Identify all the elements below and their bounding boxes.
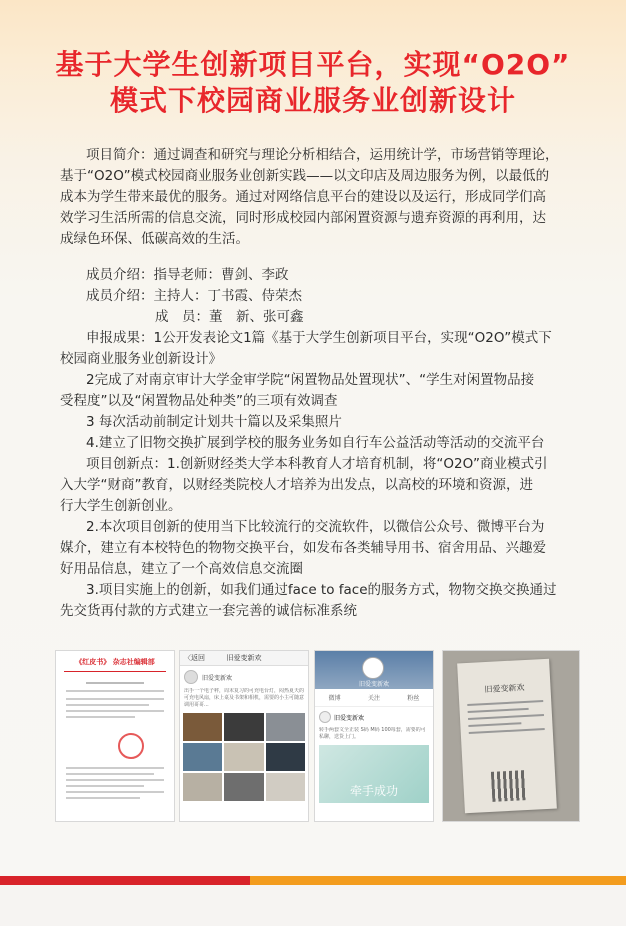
bulletin-photo [442,650,580,822]
intro-line: 成本为学生带来最优的服务。通过对网络信息平台的建设以及运行，形成同学们高 [60,189,546,205]
qr-code-icon [491,770,527,802]
innovation-line: 2.本次项目创新的使用当下比较流行的交流软件，以微信公众号、微博平台为 [86,519,545,535]
achievement-line: 校园商业服务业创新设计》 [60,351,222,367]
host-line: 成员介绍：主持人：丁书霞、侍荣杰 [86,288,302,304]
profile-avatar [362,657,384,679]
phone-header [180,651,308,666]
document-photo [55,650,175,822]
brush-caption: 牵手成功 [349,784,398,798]
achievement-line: 2完成了对南京审计大学金审学院“闲置物品处置现状”、“学生对闲置物品接 [86,372,535,388]
achievement-line: 申报成果：1公开发表论文1篇《基于大学生创新项目平台，实现“O2O”模式下 [86,330,552,346]
posted-sheet [457,659,557,814]
intro-line: 成绿色环保、低碳高效的生活。 [60,231,249,247]
document-body [66,682,164,718]
post-author-row [180,666,308,688]
handshake-image [319,745,429,803]
avatar [184,670,198,684]
members-line: 成 员：董 新、张可鑫 [155,309,304,325]
footer-area [0,885,626,926]
innovation-section [60,454,570,622]
post-text: 出手一个电子秤，周末复习的可充电台灯，闷热夏天的可充电风扇，床上桌及书架和相机，需要的小主可随意调用哥哥... [184,688,305,708]
red-seal-icon [118,733,144,759]
photo-strip [55,650,580,822]
weibo-post-user: 旧爱变新欢 [334,714,365,722]
innovation-line: 入大学“财商”教育，以财经类院校人才培养为出发点，以高校的环境和资源，进 [60,477,533,493]
weibo-stat-label: 关注 [367,695,380,702]
document-body-lower [66,763,164,803]
weibo-stats-row [315,689,433,707]
innovation-line: 好用品信息，建立了一个高效信息交流圈 [60,561,303,577]
wechat-post-screenshot [179,650,309,822]
weibo-cover [315,651,433,689]
intro-line: 效学习生活所需的信息交流，同时形成校园内部闲置资源与遗弃资源的再利用，达 [60,210,546,226]
document-header: 《红皮书》 杂志社编辑部 [75,658,155,666]
sheet-heading: 旧爱变新欢 [484,683,525,695]
intro-line: 基于“O2O”模式校园商业服务业创新实践——以文印店及周边服务为例，以最低的 [60,168,550,184]
innovation-line: 媒介，建立有本校特色的物物交换平台，如发布各类辅导用书、宿舍用品、兴趣爱 [60,540,546,556]
achievements-section [60,328,570,454]
weibo-post-author-row [315,707,433,727]
back-link: 〈返回 [184,654,205,662]
achievement-line: 受程度”以及“闲置物品处种类”的三项有效调查 [60,393,338,409]
achievement-line: 3 每次活动前制定计划共十篇以及采集照片 [86,414,342,430]
members-section [60,265,570,328]
poster-title-line-2: 模式下校园商业服务业创新设计 [109,84,516,117]
document-rule [64,671,166,672]
innovation-line: 行大学生创新创业。 [60,498,182,514]
innovation-line: 项目创新点：1.创新财经类大学本科教育人才培育机制，将“O2O”商业模式引 [86,456,548,472]
weibo-stat-label: 微博 [328,695,341,702]
innovation-line: 先交货再付款的方式建立一套完善的诚信标准系统 [60,603,357,619]
weibo-screenshot [314,650,434,822]
post-author: 旧爱变新欢 [202,674,233,682]
avatar [319,711,331,723]
poster-title-line-1: 基于大学生创新项目平台，实现“O2O” [55,48,571,81]
footer-stripe-orange [250,876,626,885]
advisor-line: 成员介绍：指导老师：曹剑、李政 [86,267,289,283]
weibo-stat-label: 粉丝 [407,695,420,702]
intro-section [60,145,570,250]
innovation-line: 3.项目实施上的创新，如我们通过face to face的服务方式，物物交换交换通过 [86,582,557,598]
weibo-account-name: 旧爱变新欢 [358,681,389,688]
intro-line: 项目简介：通过调查和研究与理论分析相结合，运用统计学，市场营销等理论， [86,147,559,163]
phone-header-title: 旧爱变新欢 [226,654,262,662]
post-image-grid [180,710,308,804]
weibo-post-text: 转手两套文全正装 S码 M码 100每套，需要的可私聊，送货上门。 [319,727,426,740]
achievement-line: 4.建立了旧物交换扩展到学校的服务业务如自行车公益活动等活动的交流平台 [86,435,545,451]
